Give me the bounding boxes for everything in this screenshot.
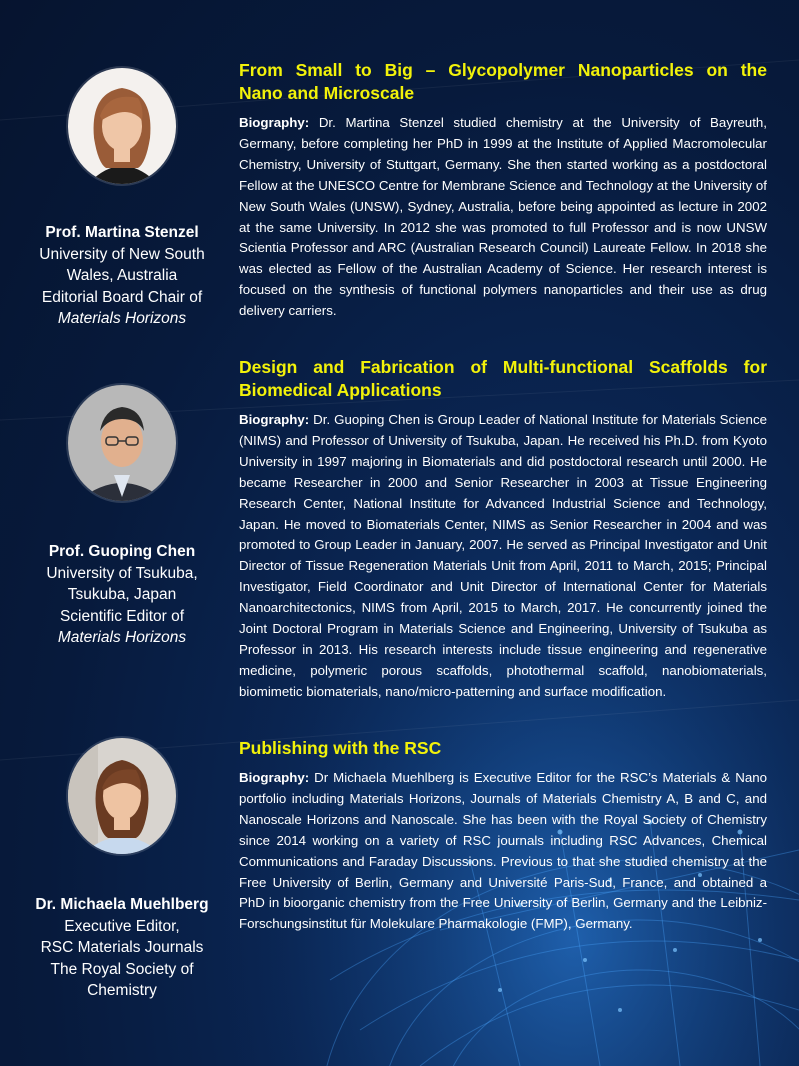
speaker-name-block bbox=[12, 541, 232, 649]
speaker-affiliation-line: Scientific Editor of bbox=[59, 607, 185, 625]
talk-content bbox=[239, 737, 767, 935]
speaker-affiliation-line: The Royal Society of bbox=[50, 960, 194, 978]
talk-title bbox=[239, 737, 767, 760]
biography-label: Biography: bbox=[239, 115, 310, 130]
speaker-name-block bbox=[12, 222, 232, 330]
talk-title-line: From Small to Big – Glycopolymer Nanoparticles on the bbox=[239, 60, 767, 80]
speaker-journal: Materials Horizons bbox=[57, 629, 187, 646]
speaker-journal: Materials Horizons bbox=[57, 310, 187, 327]
speaker-photo bbox=[68, 738, 176, 854]
speaker-name-block bbox=[12, 894, 232, 1002]
speaker-affiliation-line: University of New South bbox=[39, 245, 205, 263]
talk-title-line: Design and Fabrication of Multi-functional Scaffolds for bbox=[239, 357, 767, 377]
biography-text: Dr Michaela Muehlberg is Executive Editor for the RSC’s Materials & Nano portfolio including Materials Horizons, Journals of Materials Chemistry A, B and C, and Nanoscale Horizons and Nanoscale. She has been with the Royal Society of Chemistry since 2014 working on a variety of RSC journals including RSC Advances, Chemical Communications and Faraday Discussions. Previous to that she studied chemistry at the Free University of Berlin, Germany and Université Paris-Sud, France, and obtained a PhD in bioorganic chemistry from the Free University of Berlin, Germany and the Leibniz-Forschungsinstitut für Molekulare Pharmakologie (FMP), Germany. bbox=[239, 770, 767, 932]
speaker-biography bbox=[239, 113, 767, 322]
speaker-affiliation-line: University of Tsukuba, bbox=[46, 564, 198, 582]
speaker-affiliation-line: Editorial Board Chair of bbox=[41, 288, 203, 306]
talk-title-line: Publishing with the RSC bbox=[239, 738, 442, 758]
speaker-name: Dr. Michaela Muehlberg bbox=[35, 896, 209, 913]
biography-label: Biography: bbox=[239, 770, 310, 785]
speaker-photo bbox=[68, 385, 176, 501]
biography-label: Biography: bbox=[239, 412, 310, 427]
talk-title-line: Biomedical Applications bbox=[239, 380, 442, 400]
talk-title-line: Nano and Microscale bbox=[239, 83, 415, 103]
speaker-affiliation-line: Executive Editor, bbox=[64, 917, 180, 935]
speaker-affiliation-line: Tsukuba, Japan bbox=[67, 586, 177, 603]
speaker-affiliation-line: RSC Materials Journals bbox=[40, 939, 204, 956]
talk-title bbox=[239, 356, 767, 402]
talk-content bbox=[239, 356, 767, 703]
biography-text: Dr. Guoping Chen is Group Leader of National Institute for Materials Science (NIMS) and Professor of University of Tsukuba, Japan. He received his Ph.D. from Kyoto University in 1997 majoring in Biomaterials and did postdoctoral research until 2000. He became Researcher in 2000 and Senior Researcher in 2003 at Tissue Engineering Research Center, National Institute for Advanced Industrial Science and Technology, Japan. He moved to Biomaterials Center, NIMS as Senior Researcher in 2004 and was promoted to Group Leader in January, 2007. He served as Principal Investigator and Unit Director of Tissue Regeneration Materials Unit from April, 2011 to March, 2015; Principal Investigator, Field Coordinator and Unit Director of International Center for Materials Nanoarchitectonics, NIMS from April, 2015 to March, 2017. He concurrently joined the Joint Doctoral Program in Materials Science and Engineering, University of Tsukuba as Professor in 2013. His research interests include tissue engineering and regenerative medicine, polymeric porous scaffolds, photothermal scaffold, nanobiomaterials, biomimetic biomaterials, nano/micro-patterning and surface modification. bbox=[239, 412, 767, 699]
speaker-biography bbox=[239, 410, 767, 703]
speaker-biography bbox=[239, 768, 767, 935]
biography-text: Dr. Martina Stenzel studied chemistry at the University of Bayreuth, Germany, before completing her PhD in 1999 at the Institute of Applied Macromolecular Chemistry, University of Stuttgart, Germany. She then started working as a postdoctoral Fellow at the UNESCO Centre for Membrane Science and Technology at the University of New South Wales (UNSW), Sydney, Australia, before being appointed as lecture in 2002 at the same University. In 2012 she was promoted to full Professor and is now UNSW Scientia Professor and ARC (Australian Research Council) Laureate Fellow. In 2018 she was elected as Fellow of the Australian Academy of Science. Her research interest is focused on the synthesis of functional polymers nanoparticles and their use as drug delivery carriers. bbox=[239, 115, 767, 319]
speaker-affiliation-line: Chemistry bbox=[87, 982, 157, 999]
talk-title bbox=[239, 59, 767, 105]
speaker-affiliation-line: Wales, Australia bbox=[66, 267, 178, 284]
speaker-name: Prof. Martina Stenzel bbox=[45, 224, 199, 241]
speaker-photo bbox=[68, 68, 176, 184]
speaker-name: Prof. Guoping Chen bbox=[48, 543, 196, 560]
talk-content bbox=[239, 59, 767, 322]
